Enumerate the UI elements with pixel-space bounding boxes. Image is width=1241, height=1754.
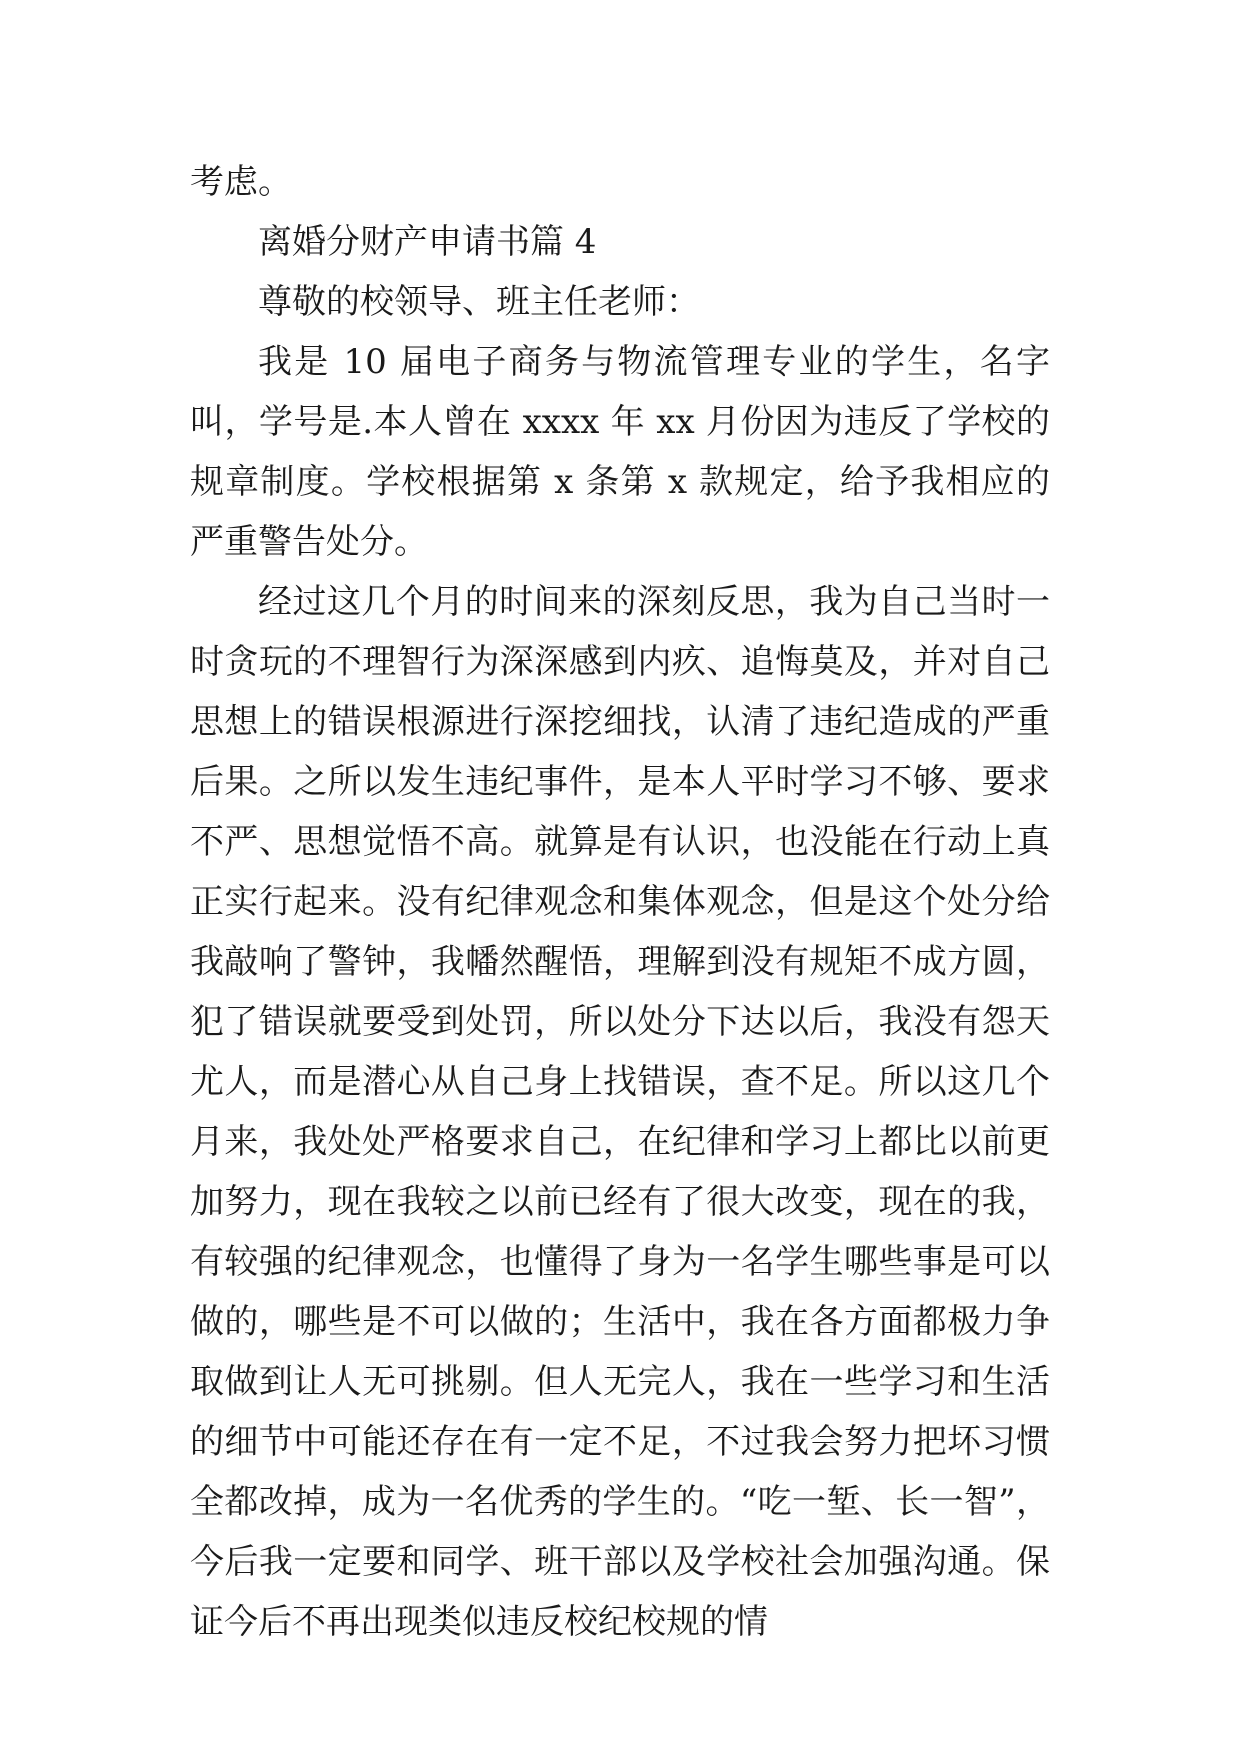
document-body [190,152,1050,1652]
salutation: 尊敬的校领导、班主任老师： [258,282,700,322]
continuation-text: 考虑。 [190,162,292,202]
body-paragraph-2: 经过这几个月的时间来的深刻反思，我为自己当时一时贪玩的不理智行为深深感到内疚、追悔莫及，并对自己思想上的错误根源进行深挖细找，认清了违纪造成的严重后果。之所以发生违纪事件，是本人平时学习不够、要求不严、思想觉悟不高。就算是有认识，也没能在行动上真正实行起来。没有纪律观念和集体观念，但是这个处分给我敲响了警钟，我幡然醒悟，理解到没有规矩不成方圆，犯了错误就要受到处罚，所以处分下达以后，我没有怨天尤人，而是潜心从自己身上找错误，查不足。所以这几个月来，我处处严格要求自己，在纪律和学习上都比以前更加努力，现在我较之以前已经有了很大改变，现在的我，有较强的纪律观念，也懂得了身为一名学生哪些事是可以做的，哪些是不可以做的；生活中，我在各方面都极力争取做到让人无可挑剔。但人无完人，我在一些学习和生活的细节中可能还存在有一定不足，不过我会努力把坏习惯全都改掉，成为一名优秀的学生的。“吃一堑、长一智”，今后我一定要和同学、班干部以及学校社会加强沟通。保证今后不再出现类似违反校纪校规的情 [190,582,1050,1642]
section-title: 离婚分财产申请书篇 4 [258,222,597,262]
body-paragraph-1: 我是 10 届电子商务与物流管理专业的学生，名字叫，学号是.本人曾在 xxxx 年 xx 月份因为违反了学校的规章制度。学校根据第 x 条第 x 款规定，给予我相应的严重警告处分。 [190,342,1050,562]
